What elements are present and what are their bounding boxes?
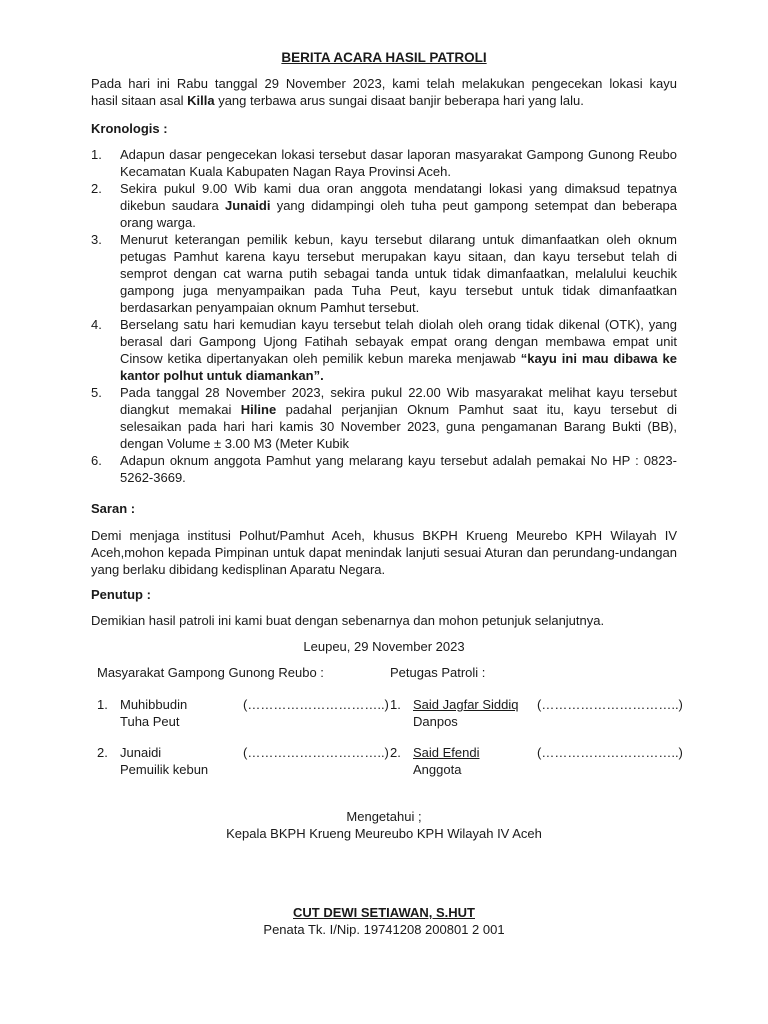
signer-role: Danpos [413,714,458,729]
signer-name: Said Jagfar Siddiq [413,697,519,712]
list-item [91,231,677,316]
signature-blank: (…………………………..) [537,697,683,712]
item-number: 1. [91,147,102,162]
intro-bold-killa: Killa [187,93,215,108]
signer-name: Junaidi [120,745,162,760]
signer-number: 1. [390,697,401,712]
item-bold-quote: “kayu ini mau dibawa ke kantor polhut untuk diamankan”. [120,351,677,383]
signature-blank: (…………………………..) [243,745,389,760]
item-number: 3. [91,232,102,247]
signer-role: Pemuilik kebun [120,762,209,777]
item-bold-hiline: Hiline [240,402,277,417]
intro-text: hasil sitaan asal [91,93,188,108]
item-text: Sekira pukul 9.00 Wib kami dua oran anggota mendatangi lokasi yang dimaksud tepatnya dikebun saudara [120,181,677,213]
signer-number: 2. [97,745,108,760]
intro-line-1: Pada hari ini Rabu tanggal 29 November 2023, kami telah melakukan pengecekan lokasi kayu [91,76,677,91]
item-number: 5. [91,385,102,400]
item-number: 2. [91,181,102,196]
official-name: CUT DEWI SETIAWAN, S.HUT [293,905,475,920]
item-text: yang didampingi oleh tuha peut gampong setempat dan beberapa orang warga. [120,198,678,230]
list-item [91,146,677,180]
list-item [91,316,677,384]
intro-paragraph [91,75,677,109]
right-signers-heading: Petugas Patroli : [390,665,486,680]
signer-number: 1. [97,697,108,712]
saran-heading: Saran : [91,501,136,516]
item-text: padahal perjanjian Oknum Pamhut saat itu, kayu tersebut di selesaikan pada hari hari kamis 30 November 2023, guna pengamanan Barang Bukti (BB), dengan Volume ± 3.00 M3 (Meter Kubik [120,402,677,451]
signature-blank: (…………………………..) [243,697,389,712]
signer-name: Said Efendi [413,745,480,760]
official-nip: Penata Tk. I/Nip. 19741208 200801 2 001 [263,922,505,937]
signature-blank: (…………………………..) [537,745,683,760]
mengetahui-position: Kepala BKPH Krueng Meureubo KPH Wilayah IV Aceh [226,826,542,841]
item-text: Menurut keterangan pemilik kebun, kayu tersebut dilarang untuk dimanfaatkan oleh oknum petugas Pamhut karena kayu tersebut merupakan kayu sitaan, dan kayu tersebut telah di semprot dengan cat warna putih sebagai tanda untuk tidak dimanfaatkan, melalului keuchik gampong juga menyampaikan pada Tuha Peut, kayu tersebut untuk tidak dimanfaatkan berdasarkan penyampaian oknum Pamhut tersebut. [120,232,677,315]
penutup-text: Demikian hasil patroli ini kami buat dengan sebenarnya dan mohon petunjuk selanjutnya. [91,613,605,628]
signer-name: Muhibbudin [120,697,188,712]
signer-role: Anggota [413,762,462,777]
intro-text-end: yang terbawa arus sungai disaat banjir beberapa hari yang lalu. [214,93,584,108]
place-date: Leupeu, 29 November 2023 [303,639,465,654]
intro-line-2 [91,92,677,109]
item-text: Pada tanggal 28 November 2023, sekira pukul 22.00 Wib masyarakat melihat kayu tersebut diangkut memakai [120,385,677,417]
list-item [91,384,677,452]
list-item [91,452,677,486]
signer-number: 2. [390,745,401,760]
list-item [91,180,677,231]
kronologis-heading: Kronologis : [91,121,168,136]
document-title: BERITA ACARA HASIL PATROLI [281,50,487,65]
left-signers-heading: Masyarakat Gampong Gunong Reubo : [97,665,324,680]
mengetahui-label: Mengetahui ; [346,809,422,824]
item-number: 4. [91,317,102,332]
item-text: Adapun oknum anggota Pamhut yang melarang kayu tersebut adalah pemakai No HP : 0823-5262-3669. [120,453,677,485]
item-text: Berselang satu hari kemudian kayu tersebut telah diolah oleh orang tidak dikenal (OTK), yang berasal dari Gampong Ujong Fatihah sebayak empat orang dengan membawa empat unit Cinsow ketika dipertanyakan oleh pemilik kebun mareka menjawab [120,317,677,366]
signer-role: Tuha Peut [120,714,180,729]
kronologis-list [91,146,677,486]
item-bold-name: Junaidi [224,198,271,213]
item-text: Adapun dasar pengecekan lokasi tersebut dasar laporan masyarakat Gampong Gunong Reubo Kecamatan Kuala Kabupaten Nagan Raya Provinsi Aceh. [120,147,677,179]
penutup-heading: Penutup : [91,587,151,602]
item-number: 6. [91,453,102,468]
saran-text: Demi menjaga institusi Polhut/Pamhut Aceh, khusus BKPH Krueng Meurebo KPH Wilayah IV Aceh,mohon kepada Pimpinan untuk dapat menindak lanjuti sesuai Aturan dan perundang-undangan yang berlaku dibidang kedisplinan Aparatu Negara. [91,528,677,577]
